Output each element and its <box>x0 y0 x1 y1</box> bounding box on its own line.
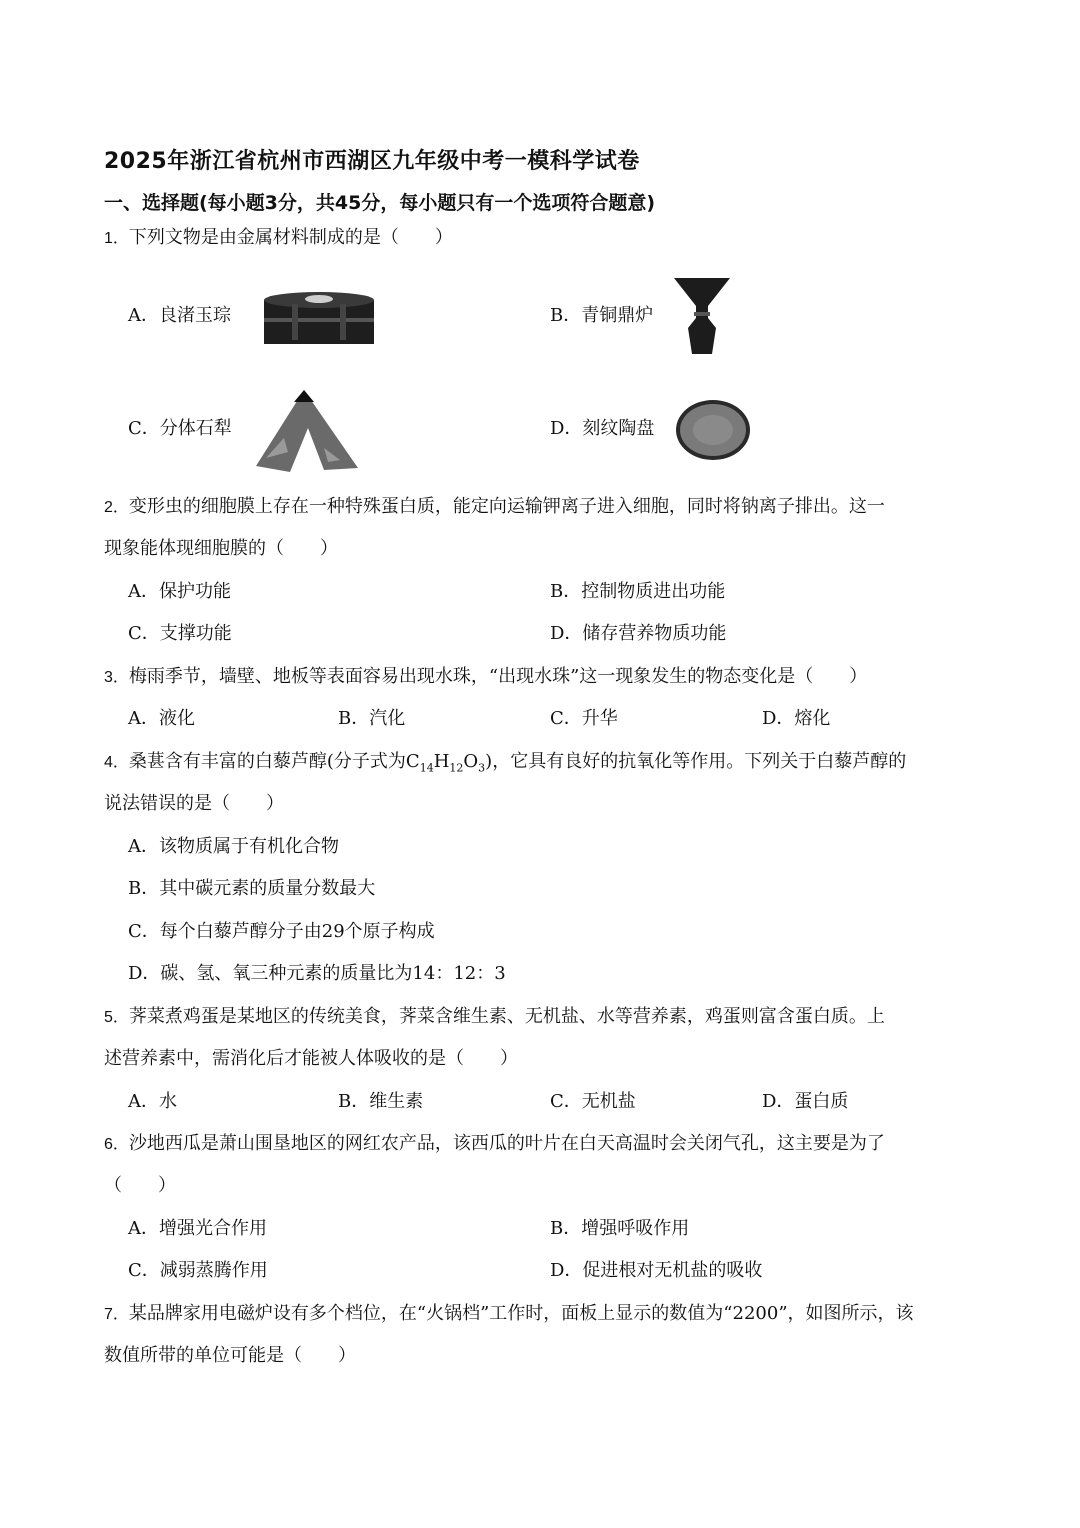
q1-option-d[interactable]: D．刻纹陶盘 <box>550 418 655 439</box>
q6-option-c[interactable]: C．减弱蒸腾作用 <box>128 1260 268 1281</box>
question-5-stem-line2: 述营养素中，需消化后才能被人体吸收的是（ ） <box>104 1048 518 1069</box>
q1-option-c[interactable]: C．分体石犁 <box>128 418 232 439</box>
q5-option-d[interactable]: D．蛋白质 <box>762 1091 849 1112</box>
q3-option-a[interactable]: A．液化 <box>128 708 195 729</box>
question-4-stem-line2: 说法错误的是（ ） <box>104 793 284 814</box>
q2-option-c[interactable]: C．支撑功能 <box>128 623 232 644</box>
q4-option-a[interactable]: A．该物质属于有机化合物 <box>128 836 339 857</box>
jade-cong-image <box>262 290 376 348</box>
bronze-vessel-image <box>672 276 732 356</box>
question-1-stem: 1．下列文物是由金属材料制成的是（ ） <box>104 227 453 248</box>
q6-option-a[interactable]: A．增强光合作用 <box>128 1218 267 1239</box>
q5-option-c[interactable]: C．无机盐 <box>550 1091 636 1112</box>
page-title: 2025年浙江省杭州市西湖区九年级中考一模科学试卷 <box>104 149 640 174</box>
question-7-stem-line2: 数值所带的单位可能是（ ） <box>104 1345 356 1366</box>
q3-option-d[interactable]: D．熔化 <box>762 708 831 729</box>
q1-option-b[interactable]: B．青铜鼎炉 <box>550 305 654 326</box>
q2-option-a[interactable]: A．保护功能 <box>128 581 231 602</box>
q4-option-c[interactable]: C．每个白藜芦醇分子由29个原子构成 <box>128 921 435 942</box>
question-5-stem-line1: 5．荠菜煮鸡蛋是某地区的传统美食，荠菜含维生素、无机盐、水等营养素，鸡蛋则富含蛋白质。上 <box>104 1006 885 1027</box>
question-4-stem-line1: 4．桑葚含有丰富的白藜芦醇(分子式为$C_{14}H_{12}O_3$)，它具有良好的抗氧化等作用。下列关于白藜芦醇的 <box>104 751 907 775</box>
question-2-stem-line1: 2．变形虫的细胞膜上存在一种特殊蛋白质，能定向运输钾离子进入细胞，同时将钠离子排出。这一 <box>104 496 885 517</box>
q5-option-a[interactable]: A．水 <box>128 1091 177 1112</box>
question-6-stem-line2: （ ） <box>104 1175 176 1196</box>
section-heading: 一、选择题(每小题3分，共45分，每小题只有一个选项符合题意) <box>104 192 656 214</box>
q4-option-d[interactable]: D．碳、氢、氧三种元素的质量比为14：12：3 <box>128 963 506 984</box>
q6-option-b[interactable]: B．增强呼吸作用 <box>550 1218 690 1239</box>
q3-option-b[interactable]: B．汽化 <box>338 708 406 729</box>
q1-option-a[interactable]: A．良渚玉琮 <box>128 305 231 326</box>
pottery-plate-image <box>674 398 752 462</box>
question-2-stem-line2: 现象能体现细胞膜的（ ） <box>104 538 338 559</box>
q2-option-b[interactable]: B．控制物质进出功能 <box>550 581 726 602</box>
q4-option-b[interactable]: B．其中碳元素的质量分数最大 <box>128 878 376 899</box>
question-6-stem-line1: 6．沙地西瓜是萧山围垦地区的网红农产品，该西瓜的叶片在白天高温时会关闭气孔，这主要是为了 <box>104 1133 885 1154</box>
question-7-stem-line1: 7．某品牌家用电磁炉设有多个档位，在“火锅档”工作时，面板上显示的数值为“2200”，如图所示，该 <box>104 1303 914 1324</box>
q2-option-d[interactable]: D．储存营养物质功能 <box>550 623 727 644</box>
question-3-stem: 3．梅雨季节，墙壁、地板等表面容易出现水珠，“出现水珠”这一现象发生的物态变化是（ ） <box>104 666 868 687</box>
q5-option-b[interactable]: B．维生素 <box>338 1091 424 1112</box>
q3-option-c[interactable]: C．升华 <box>550 708 618 729</box>
q6-option-d[interactable]: D．促进根对无机盐的吸收 <box>550 1260 763 1281</box>
stone-plough-image <box>254 388 360 472</box>
